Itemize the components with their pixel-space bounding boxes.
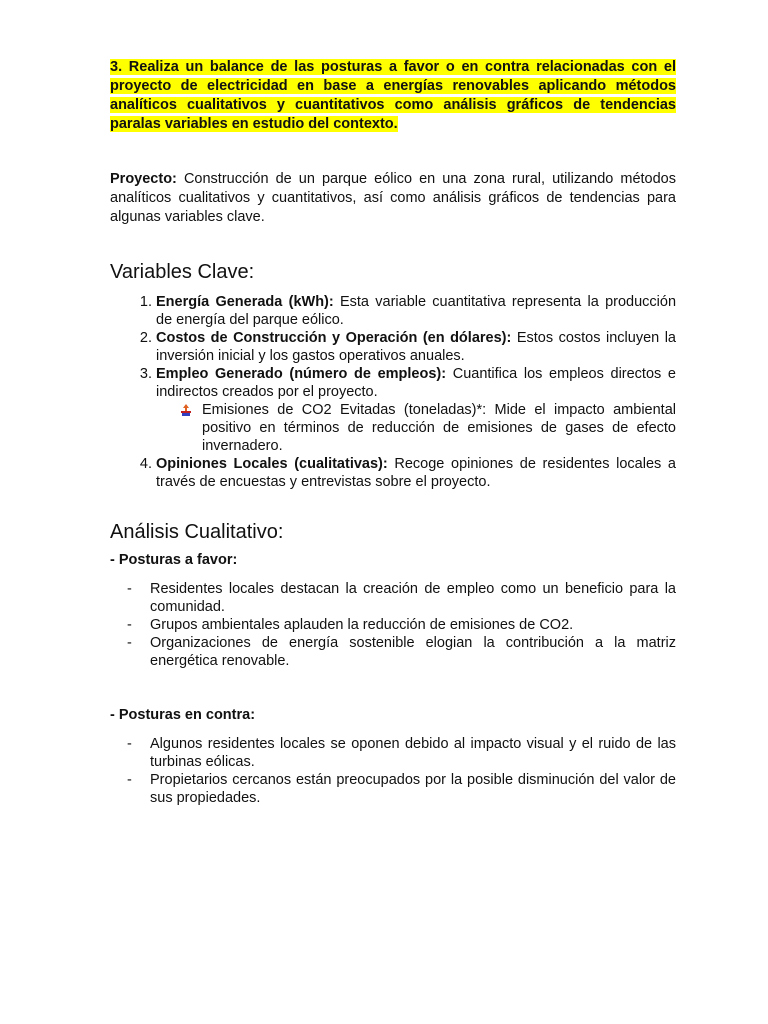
sub-list bbox=[156, 401, 676, 455]
favor-list bbox=[110, 580, 676, 670]
contra-list bbox=[110, 735, 676, 807]
document-page bbox=[110, 58, 676, 807]
project-paragraph bbox=[110, 170, 676, 227]
list-item: 4. Opiniones Locales (cualitativas): Recoge opiniones de residentes locales a través de encuestas y entrevistas sobre el proyecto. bbox=[156, 455, 676, 491]
project-text: Construcción de un parque eólico en una zona rural, utilizando métodos analíticos cualitativos y cuantitativos, así como análisis gráficos de tendencias para algunas variables clave. bbox=[110, 171, 676, 225]
arrow-bullet-icon bbox=[180, 404, 192, 416]
list-item: - Organizaciones de energía sostenible elogian la contribución a la matriz energética renovable. bbox=[127, 635, 676, 669]
dash-bullet: - bbox=[127, 617, 132, 633]
contra-subheading: - Posturas en contra: bbox=[110, 707, 256, 723]
list-item: 1. Energía Generada (kWh): Esta variable cuantitativa representa la producción de energía del parque eólico. bbox=[156, 293, 676, 329]
list-item: - Grupos ambientales aplauden la reducción de emisiones de CO2. bbox=[127, 617, 574, 633]
dash-bullet: - bbox=[127, 736, 132, 752]
dash-bullet: - bbox=[127, 772, 132, 788]
favor-subheading: - Posturas a favor: bbox=[110, 552, 238, 568]
list-item: - Algunos residentes locales se oponen debido al impacto visual y el ruido de las turbinas eólicas. bbox=[127, 736, 676, 770]
list-item: 2. Costos de Construcción y Operación (en dólares): Estos costos incluyen la inversión inicial y los gastos operativos anuales. bbox=[156, 329, 676, 365]
list-item: - Residentes locales destacan la creación de empleo como un beneficio para la comunidad. bbox=[127, 581, 676, 615]
dash-bullet: - bbox=[127, 635, 132, 651]
dash-bullet: - bbox=[127, 581, 132, 597]
variables-list bbox=[110, 293, 676, 491]
sub-list-item: Emisiones de CO2 Evitadas (toneladas)*: Mide el impacto ambiental positivo en términos de reducción de emisiones de gases de efecto invernadero. bbox=[174, 401, 676, 455]
project-label: Proyecto: bbox=[110, 171, 177, 187]
question-text: 3. Realiza un balance de las posturas a favor o en contra relacionadas con el proyecto de electricidad en base a energías renovables aplicando métodos analíticos cualitativos y cuantitativos como análisis gráficos de tendencias paralas variables en estudio del contexto. bbox=[110, 59, 676, 132]
list-item: 3. Empleo Generado (número de empleos): Cuantifica los empleos directos e indirectos creados por el proyecto. Emisiones de CO2 Evitadas (toneladas)*: Mide el impacto ambiental positivo en términos de reducción de emisiones de gases de efecto invernadero. bbox=[156, 365, 676, 455]
variables-heading: Variables Clave: bbox=[110, 261, 255, 283]
qualitative-heading: Análisis Cualitativo: bbox=[110, 521, 284, 543]
list-item: - Propietarios cercanos están preocupados por la posible disminución del valor de sus propiedades. bbox=[127, 772, 676, 806]
